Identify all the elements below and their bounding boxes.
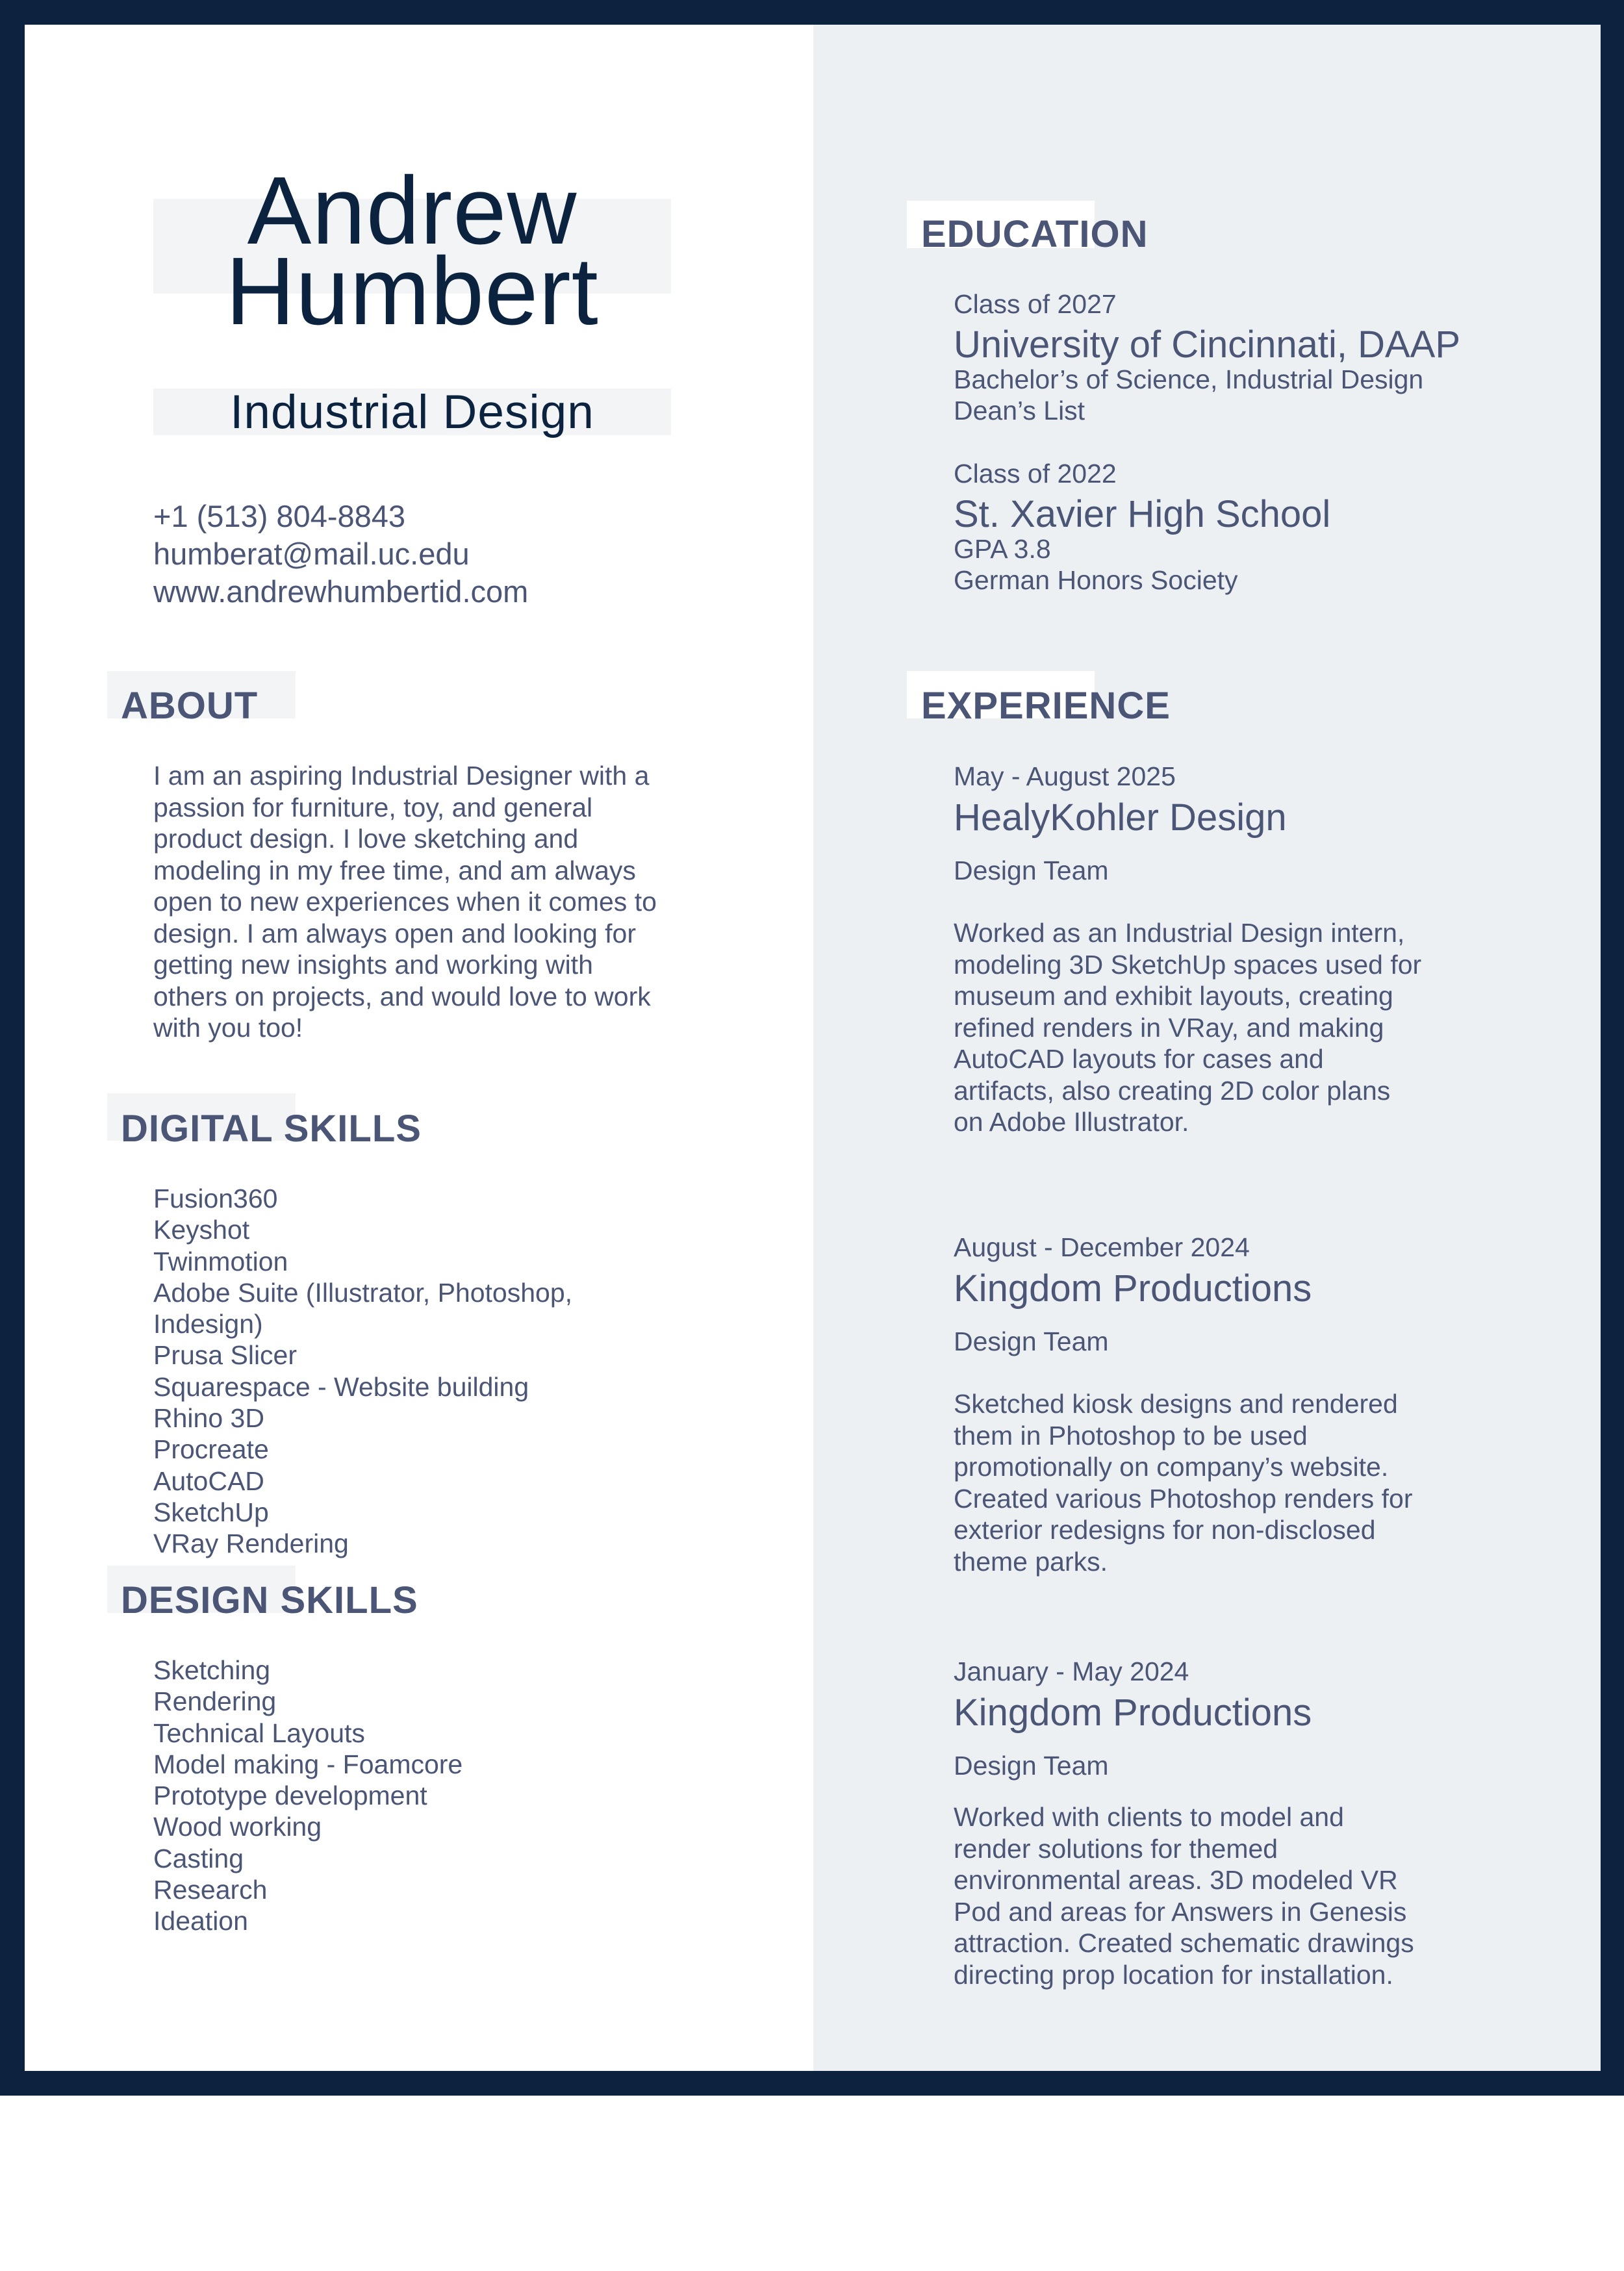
experience-dates: August - December 2024 [954, 1232, 1250, 1262]
experience-line: refined renders in VRay, and making [954, 1012, 1384, 1043]
experience-line: Worked as an Industrial Design intern, [954, 918, 1405, 948]
list-item: Wood working [153, 1812, 322, 1842]
digital-skills-list [153, 1183, 572, 1560]
education-class-year: Class of 2022 [954, 459, 1117, 488]
list-item: Twinmotion [153, 1246, 288, 1276]
education-school: St. Xavier High School [954, 493, 1331, 535]
experience-line: theme parks. [954, 1546, 1108, 1577]
design-skills-heading: DESIGN SKILLS [121, 1579, 418, 1621]
first-name: Andrew [247, 157, 577, 264]
about-heading: ABOUT [121, 685, 259, 727]
education-detail-line: GPA 3.8 [954, 534, 1051, 564]
list-item: Keyshot [153, 1215, 250, 1245]
list-item: Ideation [153, 1906, 248, 1936]
experience-line: on Adobe Illustrator. [954, 1107, 1189, 1137]
experience-line: modeling 3D SketchUp spaces used for [954, 949, 1422, 980]
job-title: Industrial Design [230, 386, 594, 438]
list-item: Rendering [153, 1686, 277, 1717]
education-class-year: Class of 2027 [954, 289, 1117, 319]
about-text [153, 760, 657, 1044]
about-line: others on projects, and would love to work [153, 981, 651, 1011]
experience-company: Kingdom Productions [954, 1267, 1312, 1310]
email-address[interactable]: humberat@mail.uc.edu [153, 537, 470, 571]
list-item: VRay Rendering [153, 1529, 349, 1559]
list-item: Technical Layouts [153, 1718, 365, 1748]
about-line: product design. I love sketching and [153, 824, 579, 854]
about-line: with you too! [153, 1013, 303, 1043]
about-line: open to new experiences when it comes to [153, 887, 657, 917]
about-line: modeling in my free time, and am always [153, 855, 636, 885]
education-school: University of Cincinnati, DAAP [954, 324, 1461, 366]
experience-line: Worked with clients to model and [954, 1802, 1344, 1832]
education-detail-line: Bachelor’s of Science, Industrial Design [954, 364, 1424, 394]
experience-line: directing prop location for installation. [954, 1959, 1393, 1990]
experience-description [954, 1388, 1486, 1577]
about-line: getting new insights and working with [153, 950, 593, 980]
list-item: SketchUp [153, 1497, 269, 1527]
phone-number: +1 (513) 804-8843 [153, 499, 406, 533]
list-item: Model making - Foamcore [153, 1749, 463, 1779]
list-item: Prusa Slicer [153, 1340, 298, 1371]
education-detail-line: Dean’s List [954, 396, 1085, 425]
design-skills-list [153, 1655, 463, 1937]
experience-dates: May - August 2025 [954, 761, 1176, 791]
experience-line: artifacts, also creating 2D color plans [954, 1075, 1391, 1106]
list-item: Procreate [153, 1434, 269, 1465]
experience-line: them in Photoshop to be used [954, 1420, 1308, 1451]
digital-skills-heading: DIGITAL SKILLS [121, 1108, 422, 1150]
experience-line: environmental areas. 3D modeled VR [954, 1865, 1398, 1895]
experience-line: AutoCAD layouts for cases and [954, 1044, 1324, 1074]
experience-heading: EXPERIENCE [921, 685, 1171, 727]
about-line: passion for furniture, toy, and general [153, 792, 593, 822]
experience-team: Design Team [954, 1326, 1109, 1356]
experience-line: Created various Photoshop renders for [954, 1483, 1413, 1514]
experience-line: exterior redesigns for non-disclosed [954, 1515, 1376, 1545]
experience-dates: January - May 2024 [954, 1656, 1189, 1686]
education-details [954, 364, 1423, 426]
experience-description [954, 1801, 1486, 1990]
experience-line: museum and exhibit layouts, creating [954, 981, 1393, 1011]
list-item: Indesign) [153, 1309, 263, 1339]
last-name: Humbert [225, 238, 599, 345]
list-item: Sketching [153, 1655, 271, 1685]
list-item: Research [153, 1875, 268, 1905]
experience-line: attraction. Created schematic drawings [954, 1928, 1414, 1958]
about-line: I am an aspiring Industrial Designer with a [153, 761, 650, 791]
list-item: Squarespace - Website building [153, 1371, 529, 1402]
experience-line: Sketched kiosk designs and rendered [954, 1389, 1398, 1419]
list-item: Adobe Suite (Illustrator, Photoshop, [153, 1277, 573, 1308]
experience-description [954, 917, 1486, 1138]
experience-line: Pod and areas for Answers in Genesis [954, 1896, 1407, 1927]
experience-company: HealyKohler Design [954, 796, 1287, 839]
list-item: Rhino 3D [153, 1403, 264, 1434]
about-line: design. I am always open and looking for [153, 918, 637, 948]
list-item: Prototype development [153, 1781, 427, 1811]
contact-block [153, 498, 528, 611]
list-item: Casting [153, 1843, 244, 1873]
website-link[interactable]: www.andrewhumbertid.com [153, 574, 529, 609]
education-detail-line: German Honors Society [954, 565, 1238, 595]
education-heading: EDUCATION [921, 213, 1148, 255]
list-item: Fusion360 [153, 1184, 278, 1213]
experience-team: Design Team [954, 856, 1109, 885]
experience-line: render solutions for themed [954, 1833, 1278, 1864]
experience-team: Design Team [954, 1751, 1109, 1781]
list-item: AutoCAD [153, 1465, 264, 1496]
experience-company: Kingdom Productions [954, 1692, 1312, 1734]
education-details [954, 533, 1238, 596]
experience-line: promotionally on company’s website. [954, 1452, 1389, 1482]
